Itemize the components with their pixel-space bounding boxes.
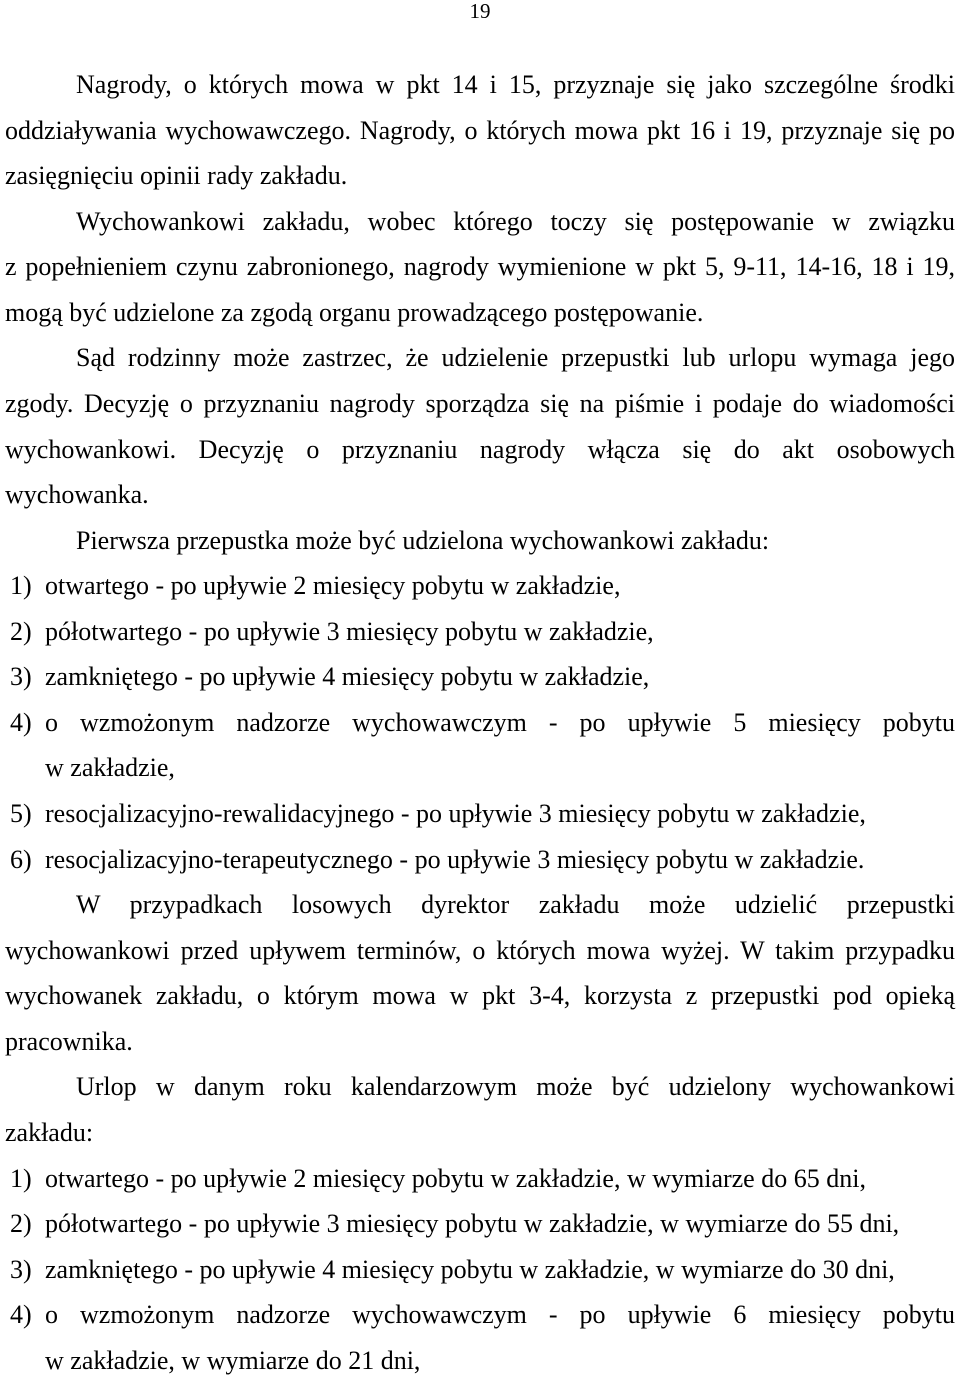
list-item-number: 1) — [10, 571, 32, 601]
list-item-number: 3) — [10, 1254, 32, 1284]
list-item — [5, 1201, 955, 1247]
list-item-number: 5) — [10, 799, 32, 828]
first-pass-list — [5, 563, 955, 882]
document-body — [5, 62, 955, 1375]
text-line: oddziaływania wychowawczego. Nagrody, o których mowa pkt 16 i 19, przyznaje się po — [5, 115, 955, 145]
list-item — [5, 791, 955, 837]
text-line: zakładu: — [5, 1117, 94, 1147]
list-item-line: otwartego - po upływie 2 miesięcy pobytu w zakładzie, — [45, 571, 621, 601]
list-item — [5, 654, 955, 700]
paragraph-proceedings — [5, 199, 955, 336]
list-item-number: 2) — [10, 616, 32, 646]
list-item-line: w zakładzie, w wymiarze do 21 dni, — [45, 1345, 421, 1375]
text-line: wychowanek zakładu, o którym mowa w pkt 3-4, korzysta z przepustki pod opieką — [5, 981, 955, 1011]
leave-list — [5, 1156, 955, 1375]
paragraph-leave — [5, 1064, 955, 1155]
text-line: zasięgnięciu opinii rady zakładu. — [5, 161, 348, 191]
text-line: Urlop w danym roku kalendarzowym może być udzielony wychowankowi — [76, 1072, 955, 1102]
text-line: z popełnieniem czynu zabronionego, nagrody wymienione w pkt 5, 9-11, 14-16, 18 i 19, — [5, 252, 955, 282]
paragraph-first-pass — [5, 518, 955, 564]
list-item-line: o wzmożonym nadzorze wychowawczym - po upływie 5 miesięcy pobytu — [45, 707, 955, 737]
list-item-line: w zakładzie, — [45, 753, 175, 783]
list-item-number: 1) — [10, 1163, 32, 1193]
list-item-line: zamkniętego - po upływie 4 miesięcy pobytu w zakładzie, — [45, 662, 650, 692]
list-item-line: o wzmożonym nadzorze wychowawczym - po upływie 6 miesięcy pobytu — [45, 1300, 955, 1330]
list-item-line: zamkniętego - po upływie 4 miesięcy pobytu w zakładzie, w wymiarze do 30 dni, — [45, 1254, 895, 1284]
list-item-number: 3) — [10, 662, 32, 692]
text-line: Nagrody, o których mowa w pkt 14 i 15, przyznaje się jako szczególne środki — [76, 70, 955, 99]
list-item-line: półotwartego - po upływie 3 miesięcy pobytu w zakładzie, — [45, 616, 654, 646]
text-line: W przypadkach losowych dyrektor zakładu może udzielić przepustki — [76, 890, 955, 920]
text-line: pracownika. — [5, 1026, 133, 1056]
list-item-line: otwartego - po upływie 2 miesięcy pobytu w zakładzie, w wymiarze do 65 dni, — [45, 1163, 866, 1193]
text-line: zgody. Decyzję o przyznaniu nagrody sporządza się na piśmie i podaje do wiadomości — [5, 388, 955, 418]
paragraph-family-court — [5, 335, 955, 517]
list-item-line: resocjalizacyjno-terapeutycznego - po upływie 3 miesięcy pobytu w zakładzie. — [45, 844, 865, 874]
list-item — [5, 563, 955, 609]
list-item-number: 4) — [10, 707, 32, 737]
text-line: mogą być udzielone za zgodą organu prowadzącego postępowanie. — [5, 297, 704, 327]
list-item — [5, 837, 955, 883]
list-item — [5, 1292, 955, 1375]
text-line: wychowankowi. Decyzję o przyznaniu nagrody włącza się do akt osobowych — [5, 434, 955, 464]
list-item — [5, 1156, 955, 1202]
text-line: Pierwsza przepustka może być udzielona wychowankowi zakładu: — [76, 525, 770, 555]
list-item-number: 4) — [10, 1300, 32, 1330]
list-item-line: półotwartego - po upływie 3 miesięcy pobytu w zakładzie, w wymiarze do 55 dni, — [45, 1209, 900, 1239]
paragraph-rewards — [5, 62, 955, 199]
list-item — [5, 609, 955, 655]
list-item-number: 2) — [10, 1209, 32, 1239]
paragraph-random-cases — [5, 882, 955, 1064]
page-number: 19 — [469, 0, 491, 23]
text-line: wychowankowi przed upływem terminów, o których mowa wyżej. W takim przypadku — [5, 935, 955, 965]
list-item-line: resocjalizacyjno-rewalidacyjnego - po upływie 3 miesięcy pobytu w zakładzie, — [45, 799, 866, 828]
text-line: Sąd rodzinny może zastrzec, że udzielenie przepustki lub urlopu wymaga jego — [76, 343, 955, 373]
list-item — [5, 1247, 955, 1293]
list-item-number: 6) — [10, 844, 32, 874]
list-item — [5, 700, 955, 791]
text-line: Wychowankowi zakładu, wobec którego toczy się postępowanie w związku — [76, 206, 955, 236]
text-line: wychowanka. — [5, 480, 149, 510]
